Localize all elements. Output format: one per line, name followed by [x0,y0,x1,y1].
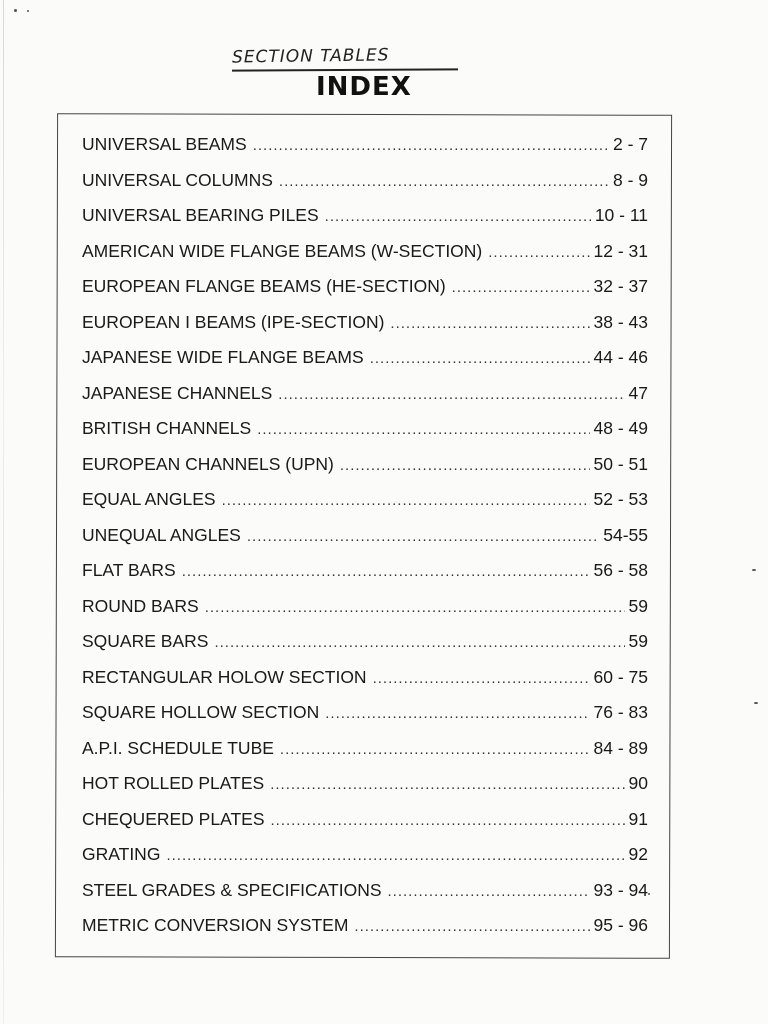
toc-dot-leader [257,421,589,438]
handwritten-title: SECTION TABLES [231,45,390,68]
toc-dot-leader [271,812,625,829]
toc-dot-leader [388,883,590,900]
toc-entry-label: EQUAL ANGLES [82,489,216,509]
toc-entry-label: HOT ROLLED PLATES [82,773,265,793]
toc-entry-pages: 59 [628,631,648,651]
toc-entry-label: BRITISH CHANNELS [82,418,252,438]
toc-entry [82,773,648,809]
toc-dot-leader [278,386,624,403]
page-title: INDEX [316,72,412,102]
toc-entry [82,241,648,277]
toc-entry [82,738,648,774]
toc-dot-leader [270,776,624,793]
toc-dot-leader [247,528,599,545]
toc-entry-pages: 59 [628,595,648,616]
toc-dot-leader [488,244,589,261]
toc-entry-pages: 32 - 37 [593,276,648,296]
toc-entry-pages: 93 - 94 [593,879,648,900]
toc-dot-leader [325,208,591,225]
toc-entry [82,596,648,632]
toc-dot-leader [205,599,625,616]
toc-dot-leader [279,173,609,190]
toc-entry [82,844,648,880]
toc-dot-leader [280,741,590,758]
toc-entry [82,915,648,951]
toc-entry-label: EUROPEAN CHANNELS (UPN) [82,453,334,474]
toc-entry [82,134,648,170]
toc-dot-leader [373,670,590,687]
toc-entry-pages: 10 - 11 [594,205,648,225]
scan-speck [27,10,29,12]
toc-dot-leader [325,705,589,722]
toc-entry-label: UNEQUAL ANGLES [82,524,241,545]
toc-entry [82,880,648,916]
toc-entry-pages: 91 [628,808,648,829]
toc-dot-leader [222,492,590,509]
toc-entry [82,383,648,419]
toc-entry-pages: 48 - 49 [593,418,648,438]
toc-entry [82,525,648,561]
toc-entry [82,454,648,490]
toc-entry-pages: 92 [628,844,648,864]
scan-edge [3,0,4,1024]
toc-entry-pages: 47 [628,382,648,403]
toc-entry [82,809,648,845]
toc-entry-label: FLAT BARS [82,560,176,580]
toc-entry-label: ROUND BARS [82,595,199,616]
toc-entry-pages: 2 - 7 [612,134,648,154]
toc-entry [82,560,648,596]
toc-entry-label: EUROPEAN FLANGE BEAMS (HE-SECTION) [82,276,446,296]
toc-entry [82,489,648,525]
toc-entry [82,276,648,312]
toc-entry [82,170,648,206]
toc-entry-pages: 44 - 46 [593,347,648,367]
scan-speck [14,9,17,12]
toc-dot-leader [354,918,589,935]
toc-list [82,134,648,951]
toc-entry-label: SQUARE BARS [82,631,209,651]
toc-entry-label: CHEQUERED PLATES [82,808,265,829]
toc-entry-pages: 12 - 31 [593,240,648,261]
toc-entry-pages: 56 - 58 [593,560,648,580]
toc-entry-pages: 38 - 43 [593,311,648,332]
toc-entry-pages: 54-55 [603,524,648,545]
toc-entry-pages: 8 - 9 [612,169,648,190]
toc-entry [82,312,648,348]
toc-entry-pages: 52 - 53 [593,489,648,509]
toc-entry-pages: 60 - 75 [593,666,648,687]
toc-entry [82,418,648,454]
toc-dot-leader [253,137,609,154]
toc-dot-leader [452,279,590,296]
toc-entry-label: RECTANGULAR HOLOW SECTION [82,666,367,687]
toc-entry [82,205,648,241]
toc-entry-label: JAPANESE CHANNELS [82,382,273,403]
toc-dot-leader [166,847,624,864]
toc-entry-label: JAPANESE WIDE FLANGE BEAMS [82,347,364,367]
toc-entry-pages: 50 - 51 [593,453,648,474]
toc-dot-leader [390,315,589,332]
toc-entry-label: UNIVERSAL COLUMNS [82,169,273,190]
toc-entry-pages: 76 - 83 [593,702,648,722]
toc-entry [82,702,648,738]
toc-dot-leader [182,563,590,580]
toc-entry-label: AMERICAN WIDE FLANGE BEAMS (W-SECTION) [82,240,483,261]
toc-dot-leader [370,350,590,367]
scan-speck [752,569,756,571]
scan-speck [754,702,758,704]
toc-entry-label: GRATING [82,844,161,864]
toc-entry-label: EUROPEAN I BEAMS (IPE-SECTION) [82,311,385,332]
toc-entry-label: UNIVERSAL BEARING PILES [82,205,319,225]
toc-entry-pages: 95 - 96 [593,915,648,935]
toc-entry-pages: 84 - 89 [593,737,648,758]
toc-entry [82,631,648,667]
toc-dot-leader [340,457,590,474]
toc-entry-label: A.P.I. SCHEDULE TUBE [82,737,274,758]
toc-entry-label: SQUARE HOLLOW SECTION [82,702,320,722]
toc-entry-label: UNIVERSAL BEAMS [82,134,247,154]
toc-entry-label: METRIC CONVERSION SYSTEM [82,915,349,935]
toc-entry-pages: 90 [628,773,648,793]
toc-entry-label: STEEL GRADES & SPECIFICATIONS [82,879,382,900]
toc-entry [82,347,648,383]
toc-dot-leader [214,634,624,651]
toc-entry [82,667,648,703]
